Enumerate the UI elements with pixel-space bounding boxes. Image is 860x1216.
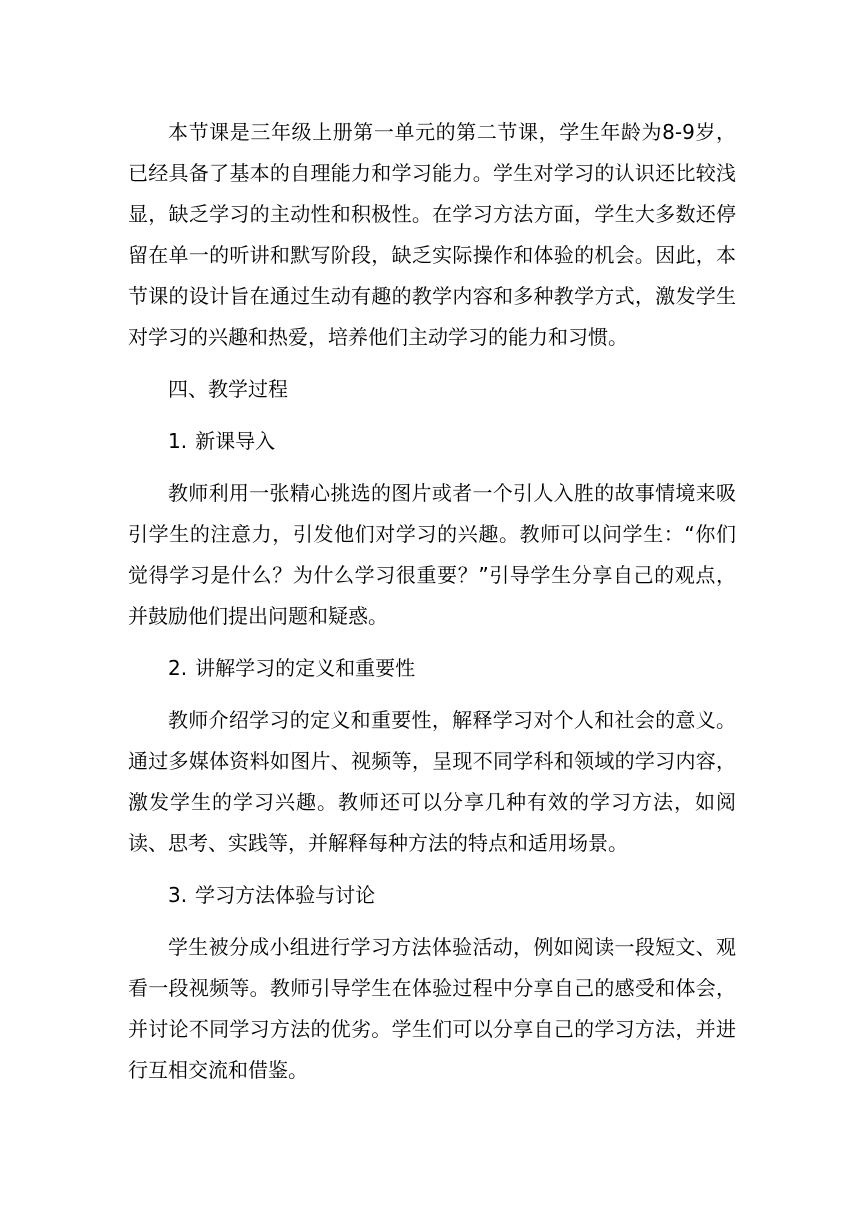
- subheading-text: 讲解学习的定义和重要性: [195, 656, 416, 680]
- paragraph-student-analysis: 本节课是三年级上册第一单元的第二节课，学生年龄为8-9岁，已经具备了基本的自理能力和学习能力。学生对学习的认识还比较浅显，缺乏学习的主动性和积极性。在学习方法方面，学生大多数还停留在单一的听讲和默写阶段，缺乏实际操作和体验的机会。因此，本节课的设计旨在通过生动有趣的教学内容和多种教学方式，激发学生对学习的兴趣和热爱，培养他们主动学习的能力和习惯。: [128, 120, 736, 349]
- paragraph-method-experience: 学生被分成小组进行学习方法体验活动，例如阅读一段短文、观看一段视频等。教师引导学生在体验过程中分享自己的感受和体会，并讨论不同学习方法的优劣。学生们可以分享自己的学习方法，并进行互相交流和借鉴。: [128, 935, 736, 1082]
- subheading-number: 1.: [168, 429, 188, 453]
- document-body: [128, 112, 736, 1102]
- subheading-method-experience: [128, 875, 736, 916]
- subheading-definition-importance: [128, 648, 736, 689]
- subheading-text: 学习方法体验与讨论: [195, 883, 376, 907]
- subheading-new-lesson-intro: [128, 421, 736, 462]
- paragraph-definition-importance: 教师介绍学习的定义和重要性，解释学习对个人和社会的意义。通过多媒体资料如图片、视频等，呈现不同学科和领域的学习内容，激发学生的学习兴趣。教师还可以分享几种有效的学习方法，如阅读、思考、实践等，并解释每种方法的特点和适用场景。: [128, 708, 736, 855]
- subheading-number: 2.: [168, 656, 188, 680]
- subheading-number: 3.: [168, 883, 188, 907]
- paragraph-new-lesson-intro: 教师利用一张精心挑选的图片或者一个引人入胜的故事情境来吸引学生的注意力，引发他们对学习的兴趣。教师可以问学生：“你们觉得学习是什么？为什么学习很重要？”引导学生分享自己的观点，并鼓励他们提出问题和疑惑。: [128, 481, 736, 628]
- subheading-text: 新课导入: [195, 429, 276, 453]
- section-heading-teaching-process: 四、教学过程: [168, 377, 288, 401]
